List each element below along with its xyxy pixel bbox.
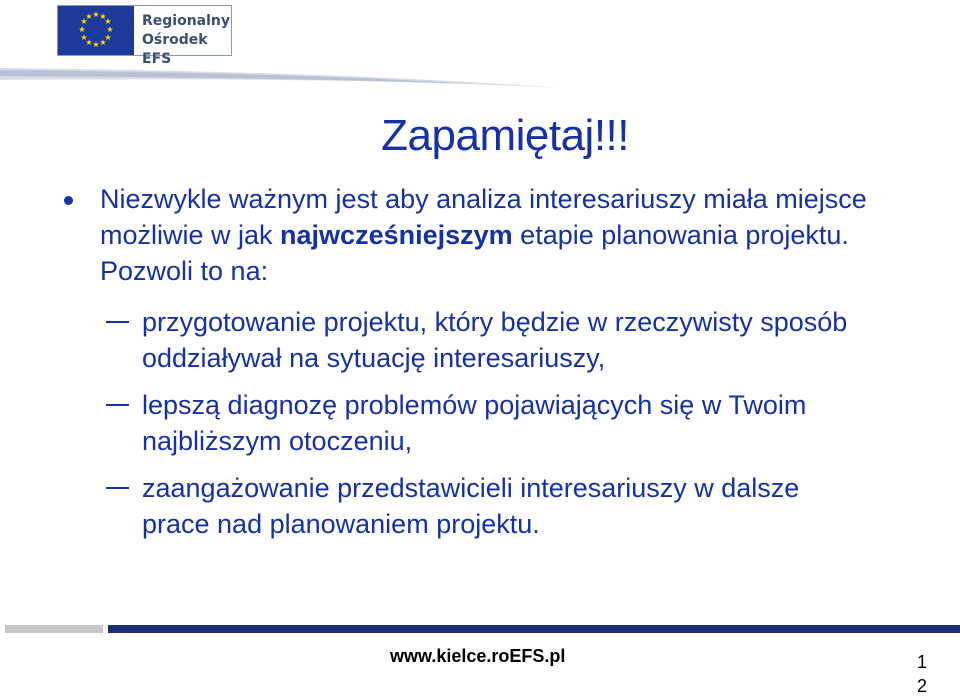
footer-bar-blue bbox=[108, 625, 960, 633]
svg-text:★: ★ bbox=[80, 17, 88, 26]
bullet-dot-icon bbox=[64, 196, 73, 205]
svg-text:★: ★ bbox=[99, 12, 107, 21]
svg-text:★: ★ bbox=[85, 38, 93, 47]
page-number: 12 bbox=[916, 652, 927, 696]
bullet-emphasis: najwcześniejszym bbox=[280, 220, 513, 250]
eu-flag-icon bbox=[58, 6, 134, 55]
sub-item-text: lepszą diagnozę problemów pojawiających się w Twoim najbliższym otoczeniu, bbox=[142, 390, 807, 456]
sub-item-text: przygotowanie projektu, który będzie w rzeczywisty sposób oddziaływał na sytuację interesariuszy, bbox=[142, 307, 848, 373]
footer-bar-gray bbox=[5, 625, 103, 633]
header-swoosh bbox=[0, 58, 960, 98]
main-bullet-text bbox=[100, 181, 900, 289]
svg-text:★: ★ bbox=[106, 25, 114, 34]
slide-title: Zapamiętaj!!! bbox=[381, 111, 629, 160]
footer-url[interactable]: www.kielce.roEFS.pl bbox=[390, 646, 566, 666]
bullet-text-part1: Niezwykle ważnym jest aby analiza interesariuszy miała miejsce możliwie w jak bbox=[100, 184, 867, 250]
dash-icon bbox=[106, 321, 129, 323]
svg-text:★: ★ bbox=[104, 17, 112, 26]
sub-item-text: zaangażowanie przedstawicieli interesariuszy w dalsze prace nad planowaniem projektu. bbox=[142, 473, 800, 539]
svg-text:★: ★ bbox=[104, 33, 112, 42]
dash-icon bbox=[106, 487, 129, 489]
logo-name: Regionalny Ośrodek EFS bbox=[142, 13, 231, 67]
efs-logo bbox=[57, 5, 232, 67]
svg-text:★: ★ bbox=[80, 33, 88, 42]
svg-text:★: ★ bbox=[92, 10, 100, 19]
svg-text:★: ★ bbox=[85, 12, 93, 21]
svg-text:★: ★ bbox=[78, 25, 86, 34]
svg-text:★: ★ bbox=[92, 40, 100, 49]
dash-icon bbox=[106, 404, 129, 406]
bullet-text-part2: etapie planowania projektu. Pozwoli to na: bbox=[100, 220, 849, 286]
svg-text:★: ★ bbox=[99, 38, 107, 47]
